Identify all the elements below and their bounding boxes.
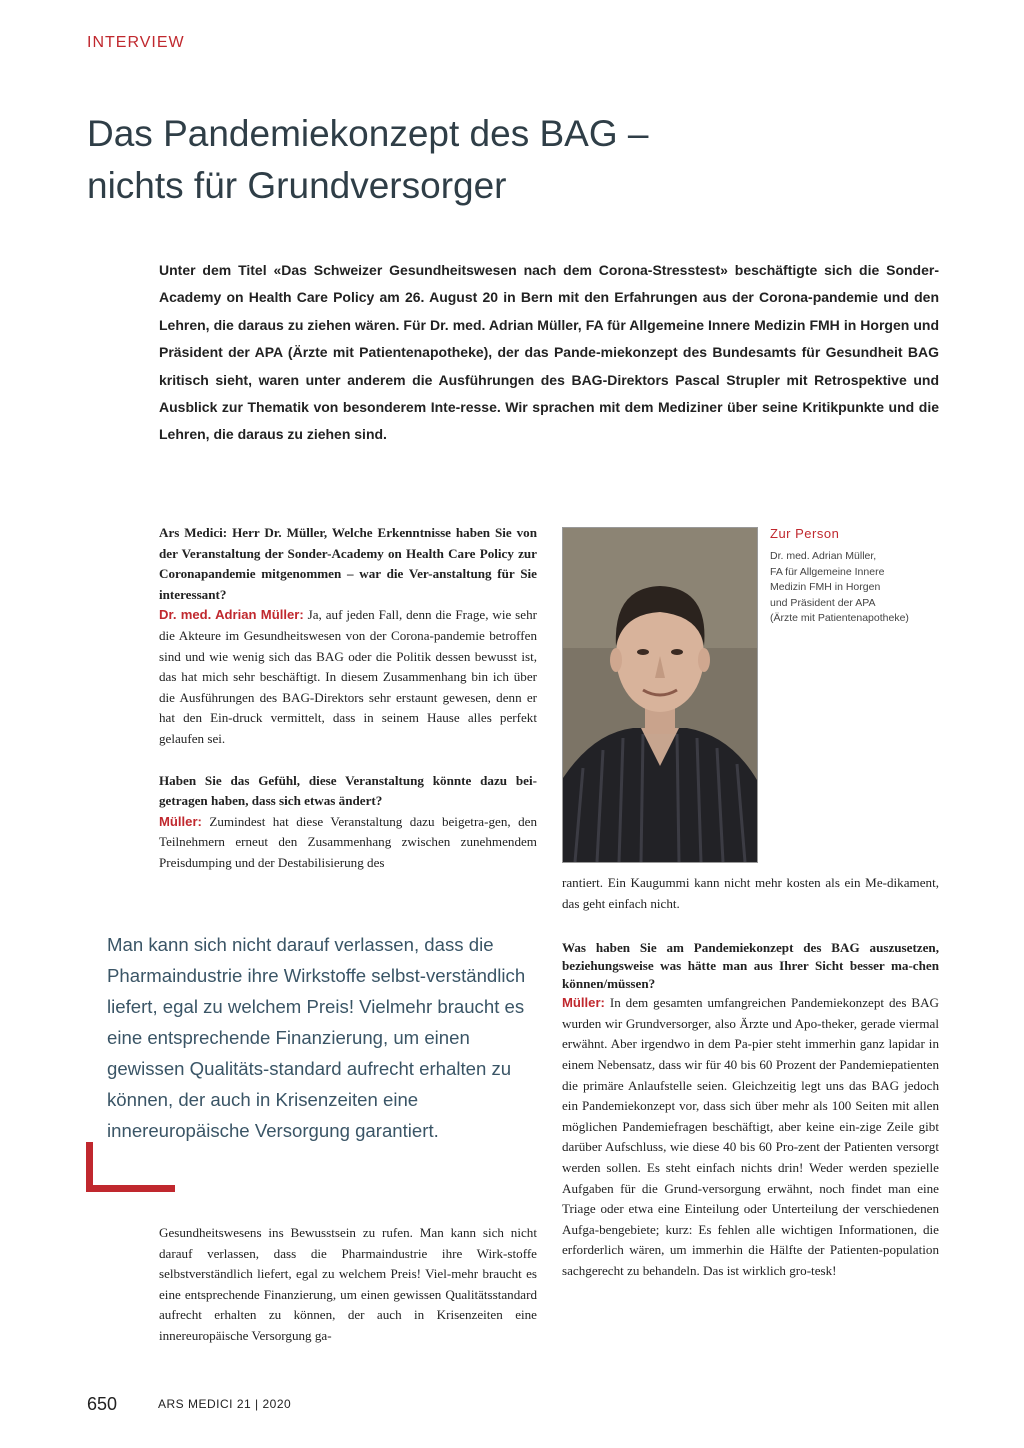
journal-issue: ARS MEDICI 21 | 2020	[158, 1397, 292, 1411]
answer-2-end: rantiert. Ein Kaugummi kann nicht mehr kosten als ein Me-dikament, das geht einfach nicht.	[562, 875, 939, 911]
interview-column-left-top	[159, 523, 537, 874]
interview-column-left-bottom	[159, 1223, 537, 1347]
answer-1-speaker: Dr. med. Adrian Müller:	[159, 607, 304, 623]
sidebar-person-info	[770, 549, 970, 627]
question-3	[562, 939, 939, 993]
answer-2-speaker: Müller:	[159, 813, 202, 829]
section-label: INTERVIEW	[87, 34, 185, 51]
sidebar-line: Medizin FMH in Horgen	[770, 581, 881, 593]
pull-quote: Man kann sich nicht darauf verlassen, dass die Pharmaindustrie ihre Wirkstoffe selbst-verständlich liefert, egal zu welchem Preis! Vielmehr braucht es eine entsprechende Finanzierung, um einen gewissen Qualitäts-standard aufrecht erhalten zu können, der auch in Krisenzeiten eine innereuropäische Versorgung garantiert.	[107, 934, 526, 1141]
headline-line-1: Das Pandemiekonzept des BAG –	[87, 113, 649, 154]
question-2	[159, 771, 537, 812]
lead-paragraph: Unter dem Titel «Das Schweizer Gesundheitswesen nach dem Corona-Stresstest» beschäftigte sich die Sonder-Academy on Health Care Policy am 26. August 20 in Bern mit den Erfahrungen aus der Corona-pandemie und den Lehren, die daraus zu ziehen wären. Für Dr. med. Adrian Müller, FA für Allgemeine Innere Medizin FMH in Horgen und Präsident der APA (Ärzte mit Patientenapotheke), der das Pande-miekonzept des Bundesamts für Gesundheit BAG kritisch sieht, waren unter anderem die Ausführungen des BAG-Direktors Pascal Strupler mit Retrospektive und Ausblick zur Thematik von besonderem Inte-resse. Wir sprachen mit dem Mediziner über seine Kritikpunkte und die Lehren, die daraus zu ziehen sind.	[159, 262, 939, 443]
answer-1-text: Ja, auf jeden Fall, denn die Frage, wie sehr die Akteure im Gesundheitswesen von der Corona-pandemie betroffen sind und wie wenig sich das BAG oder die Politik dessen bewusst ist, das hat mich sehr beschäftigt. In diesem Zusammenhang bin ich über die Ausführungen des BAG-Direktors sehr erstaunt gewesen, denn er hat den Ein-druck vermittelt, dass in seinem Hause alles perfekt gelaufen sei.	[159, 607, 537, 746]
pull-quote-accent-bar	[86, 1185, 175, 1192]
answer-1	[159, 605, 537, 749]
question-2-text: Haben Sie das Gefühl, diese Veranstaltung könnte dazu bei-getragen haben, dass sich etwas ändert?	[159, 772, 537, 809]
answer-3-speaker: Müller:	[562, 995, 605, 1011]
question-1-speaker: Ars Medici:	[159, 525, 228, 540]
answer-3	[562, 993, 939, 1281]
sidebar-line: (Ärzte mit Patientenapotheke)	[770, 612, 909, 624]
portrait-photo	[562, 527, 758, 863]
interview-column-right	[562, 873, 939, 1282]
answer-2-continued: Gesundheitswesens ins Bewusstsein zu rufen. Man kann sich nicht darauf verlassen, dass die Pharmaindustrie ihre Wirk-stoffe selbstverständlich liefert, egal zu welchem Preis! Viel-mehr braucht es eine entsprechende Finanzierung, um einen gewissen Qualitätsstandard aufrecht erhalten zu können, der auch in Krisenzeiten eine innereuropäische Versorgung ga-	[159, 1225, 537, 1343]
sidebar-title: Zur Person	[770, 526, 840, 541]
question-1	[159, 523, 537, 605]
question-3-text: Was haben Sie am Pandemiekonzept des BAG auszusetzen, beziehungsweise was hätte man aus Ihrer Sicht besser ma-chen können/müssen?	[562, 940, 939, 992]
answer-2	[159, 812, 537, 874]
answer-3-text: In dem gesamten umfangreichen Pandemiekonzept des BAG wurden wir Grundversorger, also Ärzte und Apo-theker, gerade viermal erwähnt. Aber irgendwo in dem Pa-pier steht immerhin ganz lapidar in einem Nebensatz, dass wir für 40 bis 60 Prozent der Pandemiepatienten die primäre Anlaufstelle seien. Gleichzeitig legt uns das BAG jedoch ein Pandemiekonzept vor, dass sich über mehr als 100 Seiten mit allen möglichen Pandemiefragen beschäftigt, aber keine ein-zige Zeile gibt darüber Aufschluss, wie diese 40 bis 60 Pro-zent der Patienten versorgt werden sollen. Es steht einfach nichts drin! Weder werden spezielle Aufgaben für die Grund-versorgung erwähnt, noch findet man eine Triage oder etwa eine Einteilung oder Unterteilung der verschiedenen Aufga-bengebiete; kurz: Es fehlen alle wichtigen Informationen, die erforderlich wären, um immerhin die Hälfte der Patienten-population sachgerecht zu behandeln. Das ist wirklich gro-tesk!	[562, 995, 939, 1278]
answer-2-text: Zumindest hat diese Veranstaltung dazu beigetra-gen, den Teilnehmern erneut den Zusammenhang zwischen zunehmendem Preisdumping und der Destabilisierung des	[159, 813, 537, 870]
headline-line-2: nichts für Grundversorger	[87, 165, 507, 206]
question-1-text: Herr Dr. Müller, Welche Erkenntnisse haben Sie von der Veranstaltung der Sonder-Academy on Health Care Policy zur Coronapandemie mitgenommen – war die Ver-anstaltung für Sie interessant?	[159, 525, 537, 602]
sidebar-line: und Präsident der APA	[770, 596, 876, 609]
sidebar-line: Dr. med. Adrian Müller,	[770, 550, 877, 562]
page-number: 650	[87, 1394, 118, 1414]
sidebar-line: FA für Allgemeine Innere	[770, 565, 885, 578]
article-headline	[87, 108, 907, 212]
